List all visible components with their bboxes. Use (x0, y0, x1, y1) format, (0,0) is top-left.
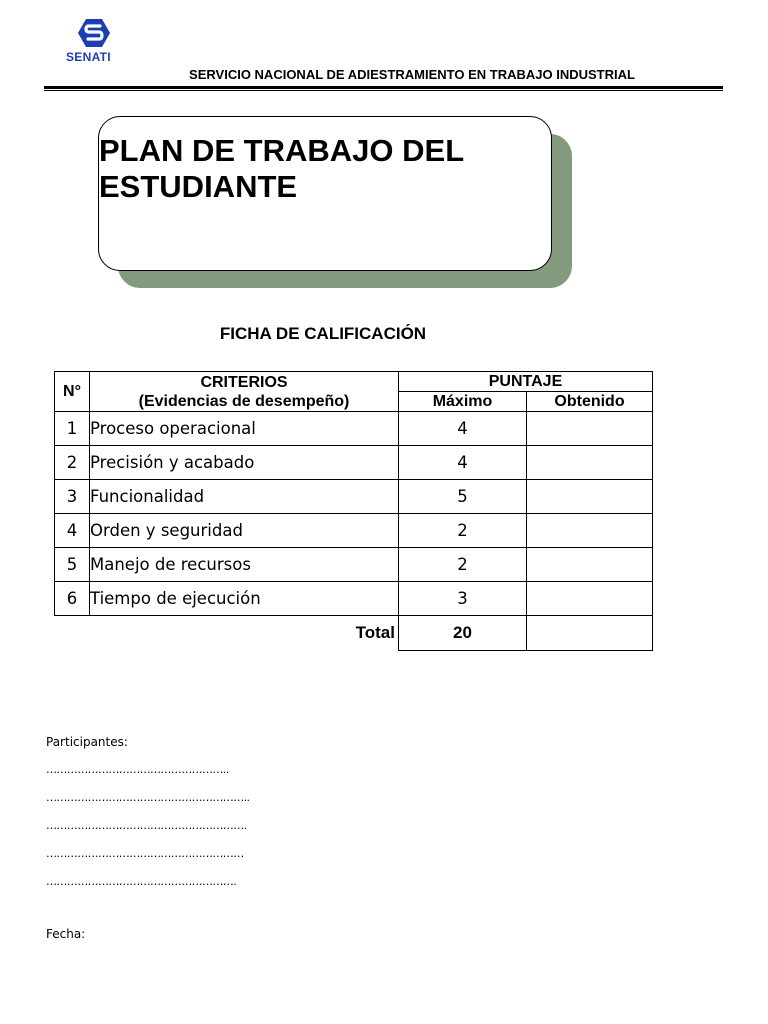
row-maximo: 5 (399, 480, 527, 514)
row-criterio: Funcionalidad (90, 480, 399, 514)
title-line-1: PLAN DE TRABAJO DEL (99, 133, 465, 168)
table-row (55, 480, 653, 514)
header-criterios-label: CRITERIOS (200, 373, 288, 391)
header-rule-thin (44, 90, 723, 91)
participants-label: Participantes: (46, 735, 128, 749)
row-obtenido[interactable] (527, 446, 653, 480)
logo-text: SENATI (66, 50, 111, 64)
row-number: 2 (55, 446, 90, 480)
fecha-label: Fecha: (46, 927, 86, 941)
row-maximo: 4 (399, 412, 527, 446)
row-number: 5 (55, 548, 90, 582)
row-criterio: Manejo de recursos (90, 548, 399, 582)
row-number: 3 (55, 480, 90, 514)
grading-table (54, 371, 653, 651)
participant-line[interactable]: ………………………………………………… (46, 847, 244, 860)
table-row (55, 446, 653, 480)
participant-line[interactable]: …………………………………………….. (46, 763, 229, 776)
ficha-title: FICHA DE CALIFICACIÓN (219, 324, 427, 343)
row-criterio: Tiempo de ejecución (90, 582, 399, 616)
table-row (55, 582, 653, 616)
title-line-2: ESTUDIANTE (99, 169, 298, 204)
header-number: N° (55, 372, 90, 412)
row-obtenido[interactable] (527, 412, 653, 446)
total-maximo: 20 (399, 616, 527, 651)
table-row (55, 412, 653, 446)
row-obtenido[interactable] (527, 480, 653, 514)
participant-line[interactable]: ………………………………………………….. (46, 791, 250, 804)
document-title (99, 133, 549, 205)
total-obtenido[interactable] (527, 616, 653, 651)
participant-line[interactable]: ………………………………………………. (46, 875, 237, 888)
header-puntaje: PUNTAJE (399, 372, 653, 392)
row-criterio: Proceso operacional (90, 412, 399, 446)
header-maximo: Máximo (399, 392, 527, 412)
row-obtenido[interactable] (527, 548, 653, 582)
header-rule-thick (44, 86, 723, 89)
row-obtenido[interactable] (527, 514, 653, 548)
row-number: 1 (55, 412, 90, 446)
row-maximo: 2 (399, 514, 527, 548)
row-maximo: 3 (399, 582, 527, 616)
row-obtenido[interactable] (527, 582, 653, 616)
row-criterio: Orden y seguridad (90, 514, 399, 548)
table-total-row (55, 616, 653, 651)
row-criterio: Precisión y acabado (90, 446, 399, 480)
row-maximo: 2 (399, 548, 527, 582)
table-header-row (55, 372, 653, 392)
header-evidencias-label: (Evidencias de desempeño) (138, 392, 350, 410)
total-label: Total (355, 623, 395, 643)
header-criterios (90, 372, 399, 412)
table-row (55, 548, 653, 582)
senati-logo (66, 18, 122, 64)
header-obtenido: Obtenido (527, 392, 653, 412)
institution-name: SERVICIO NACIONAL DE ADIESTRAMIENTO EN TRABAJO INDUSTRIAL (189, 67, 635, 82)
row-number: 4 (55, 514, 90, 548)
participant-line[interactable]: …………………………………………………. (46, 819, 247, 832)
row-maximo: 4 (399, 446, 527, 480)
table-row (55, 514, 653, 548)
row-number: 6 (55, 582, 90, 616)
senati-emblem-icon (77, 18, 111, 48)
